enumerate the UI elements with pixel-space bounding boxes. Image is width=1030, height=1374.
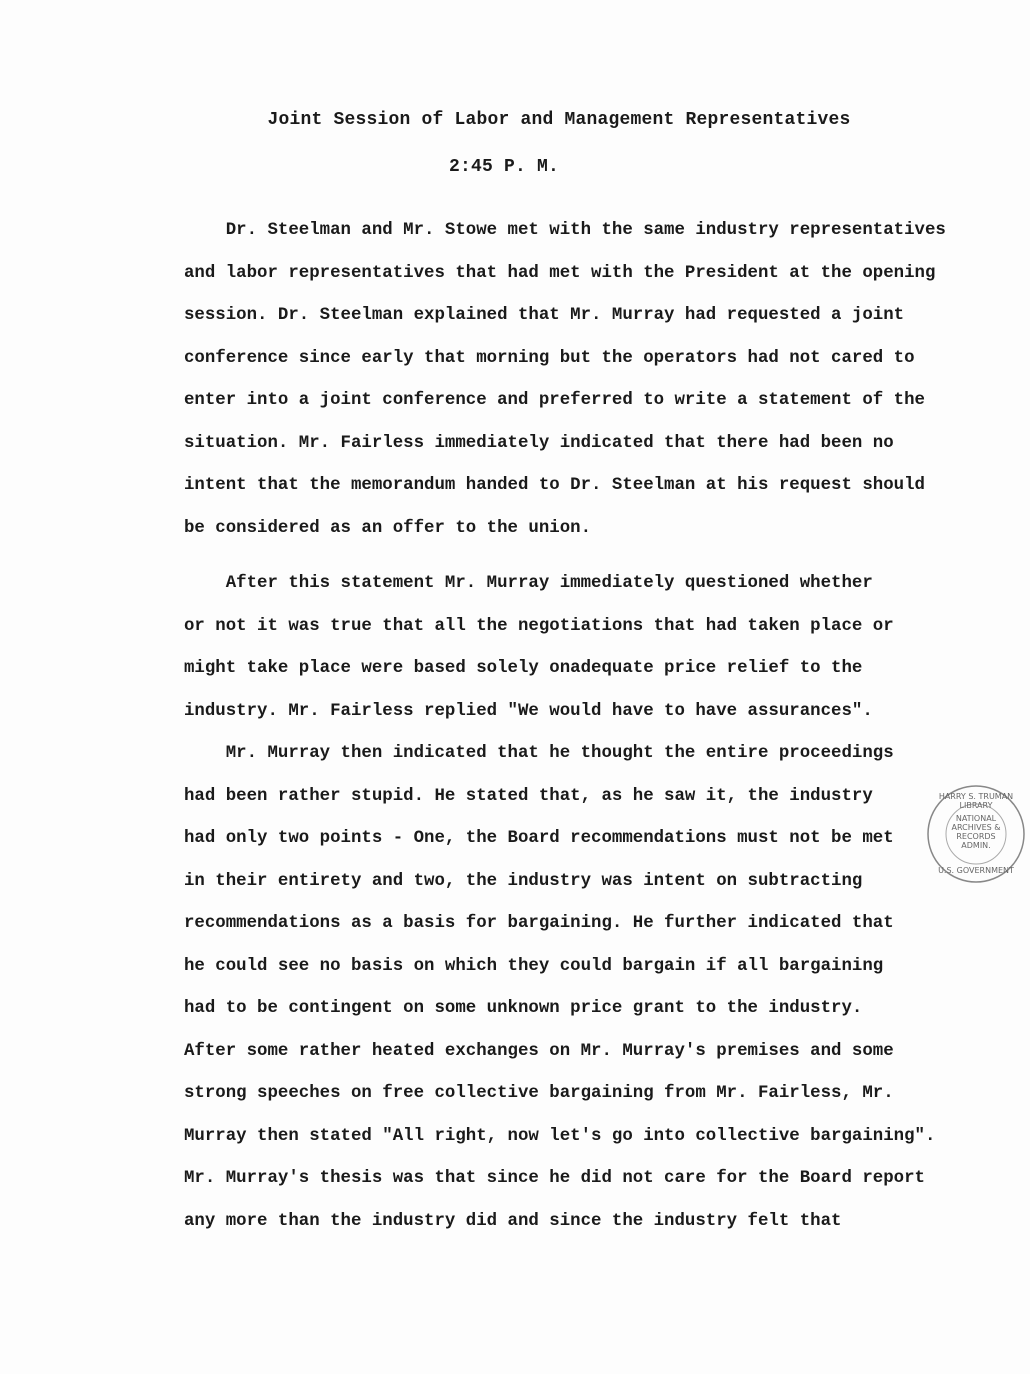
paragraph-1 bbox=[184, 210, 984, 550]
text-line: intent that the memorandum handed to Dr. Steelman at his request should bbox=[184, 476, 925, 495]
text-line: had only two points - One, the Board recommendations must not be met bbox=[184, 829, 894, 848]
document-time: 2:45 P. M. bbox=[448, 157, 560, 177]
text-line: Mr. Murray then indicated that he thought the entire proceedings bbox=[184, 744, 894, 763]
archive-stamp bbox=[924, 782, 1028, 886]
paragraph-2 bbox=[184, 563, 984, 733]
text-line: Murray then stated "All right, now let's go into collective bargaining". bbox=[184, 1126, 936, 1146]
text-line: strong speeches on free collective bargaining from Mr. Fairless, Mr. bbox=[184, 1084, 894, 1103]
text-line: or not it was true that all the negotiations that had taken place or bbox=[184, 616, 894, 636]
text-line: conference since early that morning but the operators had not cared to bbox=[184, 348, 915, 368]
text-line: industry. Mr. Fairless replied "We would have to have assurances". bbox=[184, 701, 873, 721]
stamp-inner-1: NATIONAL bbox=[955, 814, 997, 823]
text-line: might take place were based solely onadequate price relief to the bbox=[184, 659, 863, 678]
text-line: enter into a joint conference and preferred to write a statement of the bbox=[184, 391, 925, 410]
stamp-inner-2: ARCHIVES & bbox=[951, 823, 1001, 832]
stamp-inner-3: RECORDS bbox=[956, 832, 996, 841]
text-line: situation. Mr. Fairless immediately indicated that there had been no bbox=[184, 433, 894, 453]
document-title: Joint Session of Labor and Management Representatives bbox=[267, 110, 851, 130]
text-line: Mr. Murray's thesis was that since he did not care for the Board report bbox=[184, 1169, 925, 1188]
text-line: recommendations as a basis for bargaining. He further indicated that bbox=[184, 914, 894, 933]
text-line: and labor representatives that had met with the President at the opening bbox=[184, 263, 936, 283]
paragraph-3 bbox=[184, 733, 984, 1243]
stamp-arc-bottom: U.S. GOVERNMENT bbox=[938, 866, 1014, 875]
text-line: Dr. Steelman and Mr. Stowe met with the same industry representatives bbox=[184, 221, 946, 240]
text-line: any more than the industry did and since the industry felt that bbox=[184, 1211, 842, 1231]
text-line: had to be contingent on some unknown price grant to the industry. bbox=[184, 999, 863, 1018]
stamp-arc-top: HARRY S. TRUMAN LIBRARY bbox=[938, 792, 1014, 810]
text-line: session. Dr. Steelman explained that Mr. Murray had requested a joint bbox=[184, 306, 905, 325]
text-line: be considered as an offer to the union. bbox=[184, 518, 592, 538]
text-line: After some rather heated exchanges on Mr. Murray's premises and some bbox=[184, 1041, 894, 1061]
text-line: had been rather stupid. He stated that, as he saw it, the industry bbox=[184, 786, 873, 806]
text-line: in their entirety and two, the industry was intent on subtracting bbox=[184, 871, 863, 891]
text-line: he could see no basis on which they could bargain if all bargaining bbox=[184, 956, 884, 976]
stamp-inner-4: ADMIN. bbox=[961, 841, 991, 850]
text-line: After this statement Mr. Murray immediately questioned whether bbox=[184, 574, 873, 593]
